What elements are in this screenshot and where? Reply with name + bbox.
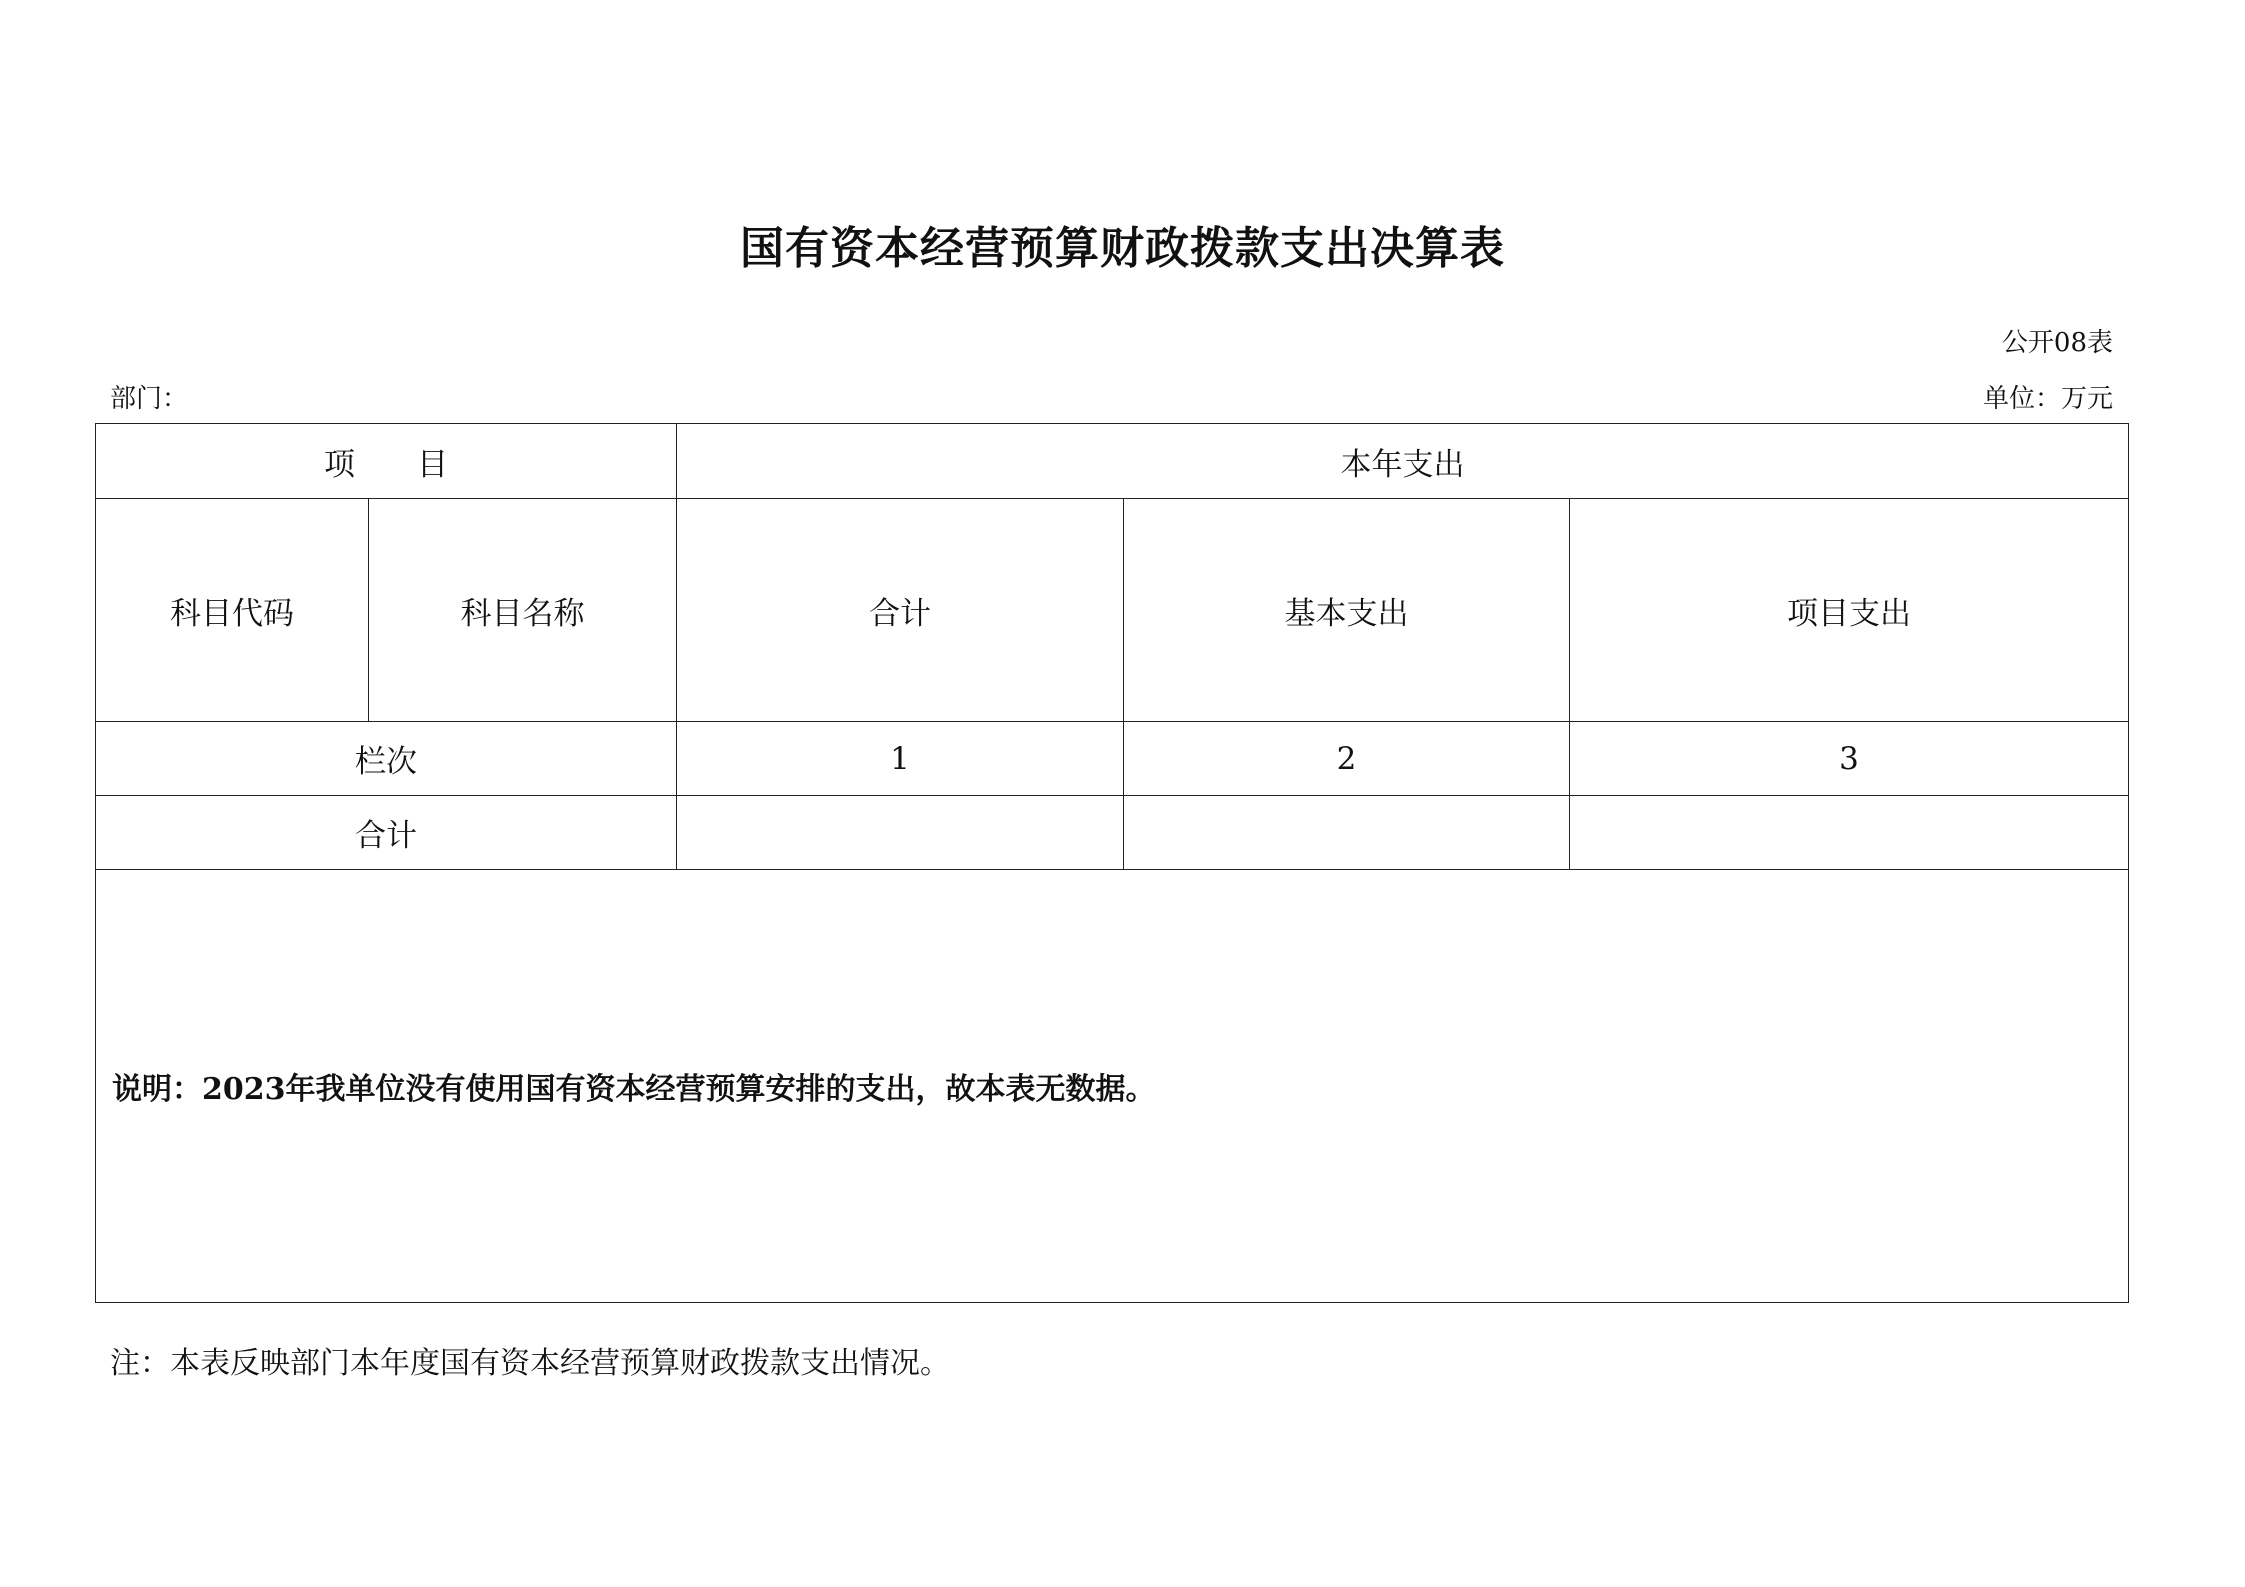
header-row-1: [96, 424, 2129, 499]
page-title: 国有资本经营预算财政拨款支出决算表: [740, 223, 1505, 274]
total-row-label: 合计: [96, 796, 677, 870]
footnote: 注：本表反映部门本年度国有资本经营预算财政拨款支出情况。: [110, 1346, 950, 1381]
subject-name-header: 科目名称: [369, 499, 677, 722]
total-header: 合计: [677, 499, 1124, 722]
subject-code-header: 科目代码: [96, 499, 369, 722]
total-row: [96, 796, 2129, 870]
total-row-total: [677, 796, 1124, 870]
item-header: 项 目: [96, 424, 677, 499]
note-text: 说明：2023年我单位没有使用国有资本经营预算安排的支出，故本表无数据。: [96, 870, 2129, 1303]
expenditure-table: [95, 423, 2129, 1303]
total-row-project: [1570, 796, 2129, 870]
column-number-row: [96, 722, 2129, 796]
total-row-basic: [1124, 796, 1570, 870]
current-year-expenditure-header: 本年支出: [677, 424, 2129, 499]
unit-label: 单位：万元: [1982, 384, 2113, 414]
column-number-1: 1: [677, 722, 1124, 796]
form-number: 公开08表: [2001, 328, 2113, 358]
column-number-label: 栏次: [96, 722, 677, 796]
note-row: [96, 870, 2129, 1303]
column-number-2: 2: [1124, 722, 1570, 796]
department-label: 部门：: [110, 384, 189, 414]
column-number-3: 3: [1570, 722, 2129, 796]
project-expenditure-header: 项目支出: [1570, 499, 2129, 722]
header-row-2: [96, 499, 2129, 722]
basic-expenditure-header: 基本支出: [1124, 499, 1570, 722]
